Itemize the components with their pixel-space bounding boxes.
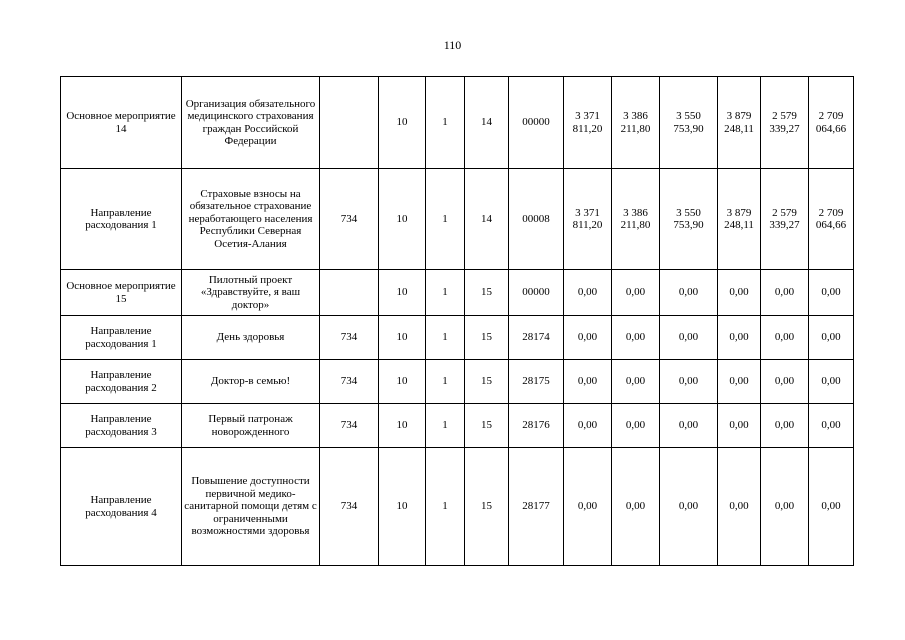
row-direction: 28176 xyxy=(509,404,564,448)
row-subprogram: 14 xyxy=(465,77,509,169)
row-value: 0,00 xyxy=(564,316,612,360)
row-grbs xyxy=(320,77,379,169)
row-section: 10 xyxy=(379,448,426,566)
table-row xyxy=(61,77,854,169)
row-value: 0,00 xyxy=(660,360,718,404)
row-direction: 28175 xyxy=(509,360,564,404)
row-name: День здоровья xyxy=(182,316,320,360)
row-direction: 28177 xyxy=(509,448,564,566)
row-value: 2 579 339,27 xyxy=(761,77,809,169)
row-section: 10 xyxy=(379,270,426,316)
row-section: 10 xyxy=(379,404,426,448)
table-row xyxy=(61,448,854,566)
table-row xyxy=(61,316,854,360)
table-body xyxy=(61,77,854,566)
row-value: 3 386 211,80 xyxy=(612,77,660,169)
row-grbs: 734 xyxy=(320,448,379,566)
row-value: 3 550 753,90 xyxy=(660,169,718,270)
row-grbs: 734 xyxy=(320,360,379,404)
row-value: 0,00 xyxy=(612,404,660,448)
row-subprogram: 14 xyxy=(465,169,509,270)
row-type: Направление расходования 1 xyxy=(61,316,182,360)
row-name: Повышение доступности первичной медико-санитарной помощи детям с ограниченными возможностями здоровья xyxy=(182,448,320,566)
row-direction: 00008 xyxy=(509,169,564,270)
table-row xyxy=(61,404,854,448)
row-name: Первый патронаж новорожденного xyxy=(182,404,320,448)
row-name: Пилотный проект «Здравствуйте, я ваш доктор» xyxy=(182,270,320,316)
row-section: 10 xyxy=(379,360,426,404)
row-name: Доктор-в семью! xyxy=(182,360,320,404)
row-value: 0,00 xyxy=(761,360,809,404)
row-value: 3 371 811,20 xyxy=(564,77,612,169)
table-row xyxy=(61,360,854,404)
row-value: 3 879 248,11 xyxy=(718,169,761,270)
row-value: 0,00 xyxy=(761,448,809,566)
row-type: Основное мероприятие 15 xyxy=(61,270,182,316)
budget-table xyxy=(60,76,854,566)
table-row xyxy=(61,270,854,316)
row-value: 0,00 xyxy=(718,404,761,448)
row-value: 0,00 xyxy=(718,270,761,316)
row-type: Основное мероприятие 14 xyxy=(61,77,182,169)
row-subprogram: 15 xyxy=(465,360,509,404)
page-number: 110 xyxy=(443,38,462,52)
row-value: 0,00 xyxy=(809,316,854,360)
row-grbs: 734 xyxy=(320,404,379,448)
row-value: 0,00 xyxy=(612,448,660,566)
row-program: 1 xyxy=(426,360,465,404)
row-grbs: 734 xyxy=(320,169,379,270)
row-value: 0,00 xyxy=(761,270,809,316)
row-type: Направление расходования 1 xyxy=(61,169,182,270)
row-subprogram: 15 xyxy=(465,448,509,566)
row-name: Организация обязательного медицинского страхования граждан Российской Федерации xyxy=(182,77,320,169)
row-value: 0,00 xyxy=(761,316,809,360)
row-value: 2 579 339,27 xyxy=(761,169,809,270)
row-value: 0,00 xyxy=(718,360,761,404)
row-section: 10 xyxy=(379,77,426,169)
row-value: 0,00 xyxy=(564,448,612,566)
row-value: 0,00 xyxy=(809,270,854,316)
row-section: 10 xyxy=(379,316,426,360)
row-value: 0,00 xyxy=(718,316,761,360)
row-direction: 28174 xyxy=(509,316,564,360)
row-value: 3 879 248,11 xyxy=(718,77,761,169)
row-value: 2 709 064,66 xyxy=(809,77,854,169)
row-value: 0,00 xyxy=(809,448,854,566)
row-value: 0,00 xyxy=(809,404,854,448)
table-row xyxy=(61,169,854,270)
row-type: Направление расходования 3 xyxy=(61,404,182,448)
row-type: Направление расходования 2 xyxy=(61,360,182,404)
row-value: 0,00 xyxy=(809,360,854,404)
row-subprogram: 15 xyxy=(465,316,509,360)
row-program: 1 xyxy=(426,270,465,316)
row-value: 0,00 xyxy=(660,448,718,566)
row-value: 0,00 xyxy=(612,360,660,404)
row-value: 2 709 064,66 xyxy=(809,169,854,270)
row-value: 0,00 xyxy=(761,404,809,448)
row-value: 0,00 xyxy=(564,404,612,448)
row-value: 3 386 211,80 xyxy=(612,169,660,270)
row-section: 10 xyxy=(379,169,426,270)
row-value: 3 550 753,90 xyxy=(660,77,718,169)
row-value: 0,00 xyxy=(612,270,660,316)
row-program: 1 xyxy=(426,448,465,566)
row-type: Направление расходования 4 xyxy=(61,448,182,566)
row-grbs xyxy=(320,270,379,316)
row-value: 3 371 811,20 xyxy=(564,169,612,270)
row-grbs: 734 xyxy=(320,316,379,360)
row-value: 0,00 xyxy=(660,270,718,316)
row-name: Страховые взносы на обязательное страхование неработающего населения Республики Северная Осетия-Алания xyxy=(182,169,320,270)
row-value: 0,00 xyxy=(660,404,718,448)
row-direction: 00000 xyxy=(509,270,564,316)
row-subprogram: 15 xyxy=(465,404,509,448)
row-subprogram: 15 xyxy=(465,270,509,316)
row-value: 0,00 xyxy=(564,270,612,316)
row-value: 0,00 xyxy=(612,316,660,360)
row-direction: 00000 xyxy=(509,77,564,169)
row-value: 0,00 xyxy=(718,448,761,566)
row-value: 0,00 xyxy=(660,316,718,360)
row-program: 1 xyxy=(426,316,465,360)
row-value: 0,00 xyxy=(564,360,612,404)
row-program: 1 xyxy=(426,77,465,169)
row-program: 1 xyxy=(426,169,465,270)
row-program: 1 xyxy=(426,404,465,448)
